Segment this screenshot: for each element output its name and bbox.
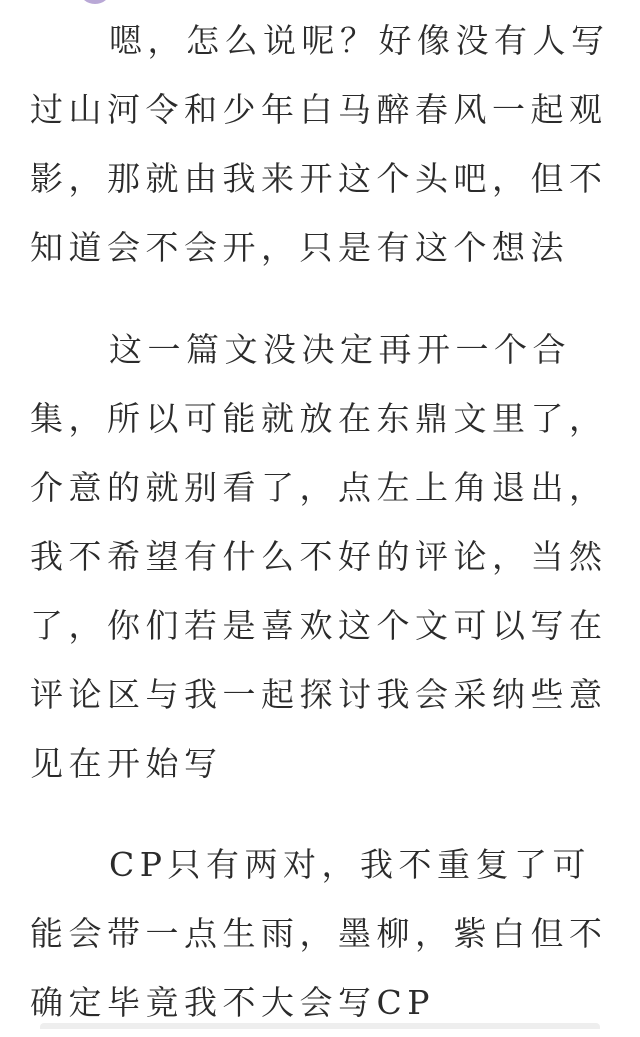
paragraph-intro: 嗯，怎么说呢？好像没有人写过山河令和少年白马醉春风一起观影，那就由我来开这个头吧，但不知道会不会开，只是有这个想法 xyxy=(30,21,610,267)
paragraph-notice: 这一篇文没决定再开一个合集，所以可能就放在东鼎文里了，介意的就别看了，点左上角退出，我不希望有什么不好的评论，当然了，你们若是喜欢这个文可以写在评论区与我一起探讨我会采纳些意见在开始写 xyxy=(30,330,608,783)
bottom-bar xyxy=(40,1023,600,1029)
paragraph-cp: CP只有两对，我不重复了可能会带一点生雨，墨柳，紫白但不确定毕竟我不大会写CP xyxy=(30,845,608,1022)
avatar xyxy=(80,0,110,4)
